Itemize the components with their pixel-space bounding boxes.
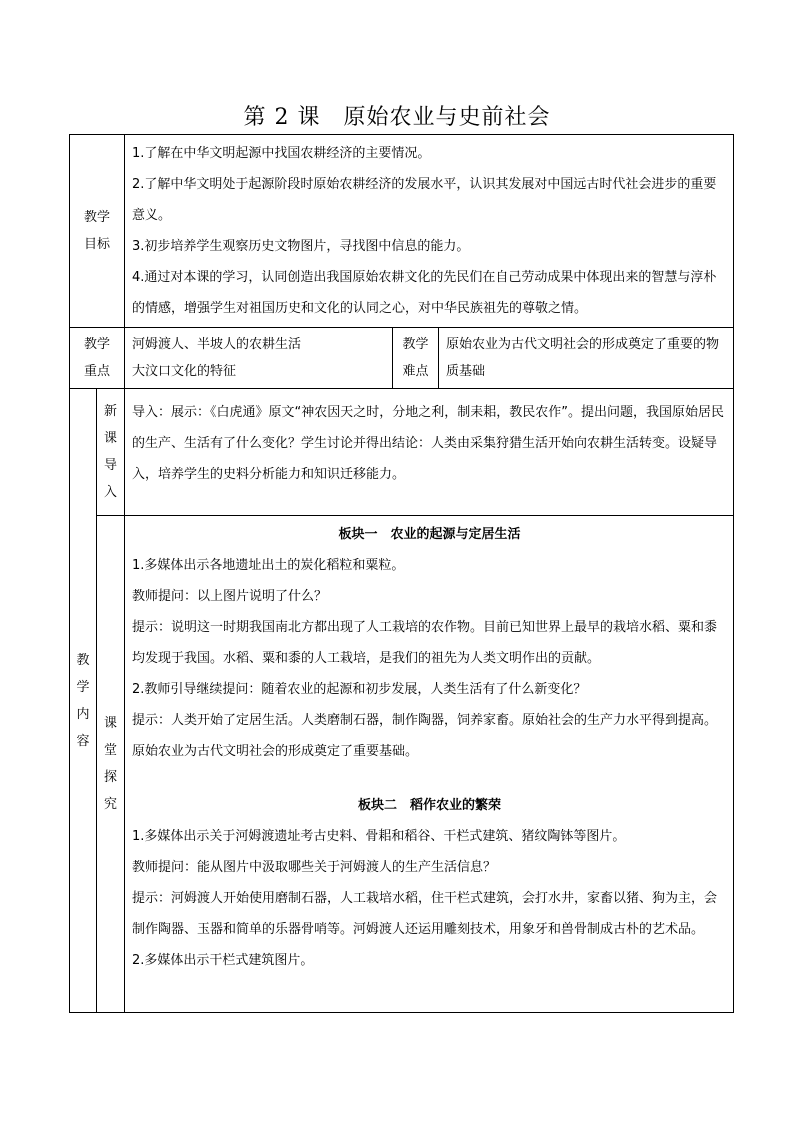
focus-label (70, 328, 125, 389)
block1-line: 提示：人类开始了定居生活。人类磨制石器，制作陶器，饲养家畜。原始社会的生产力水平得到提高。原始农业为古代文明社会的形成奠定了重要基础。 (132, 713, 718, 759)
block2-title: 板块二 稻作农业的繁荣 (358, 798, 502, 813)
block2-line: 1.多媒体出示关于河姆渡遗址考古史料、骨耜和稻谷、干栏式建筑、猪纹陶钵等图片。 (132, 829, 626, 844)
intro-label-char: 入 (104, 485, 118, 500)
content-label-char: 容 (76, 733, 90, 749)
focus-label-line1: 教学 (84, 337, 111, 352)
intro-label-char: 课 (104, 431, 118, 446)
goal-item: 1.了解在中华文明起源中找国农耕经济的主要情况。 (132, 146, 431, 161)
focus-line: 大汶口文化的特征 (132, 364, 237, 379)
difficulty-label-line1: 教学 (402, 337, 429, 352)
explore-label-char: 堂 (104, 743, 118, 758)
block2-line: 教师提问：能从图片中汲取哪些关于河姆渡人的生产生活信息？ (132, 860, 497, 875)
block1-line: 提示：说明这一时期我国南北方都出现了人工栽培的农作物。目前已知世界上最早的栽培水稻、粟和黍均发现于我国。水稻、粟和黍的人工栽培，是我们的祖先为人类文明作出的贡献。 (132, 620, 718, 666)
explore-label-char: 探 (104, 770, 118, 785)
explore-row (70, 516, 734, 1013)
content-label-char: 内 (76, 706, 90, 722)
goals-content (125, 135, 734, 328)
content-label-char: 学 (76, 679, 90, 695)
intro-label-char: 导 (104, 458, 118, 473)
focus-row (70, 328, 734, 389)
goal-item: 3.初步培养学生观察历史文物图片，寻找图中信息的能力。 (132, 239, 470, 254)
focus-content (125, 328, 393, 389)
goals-label-line2: 目标 (84, 237, 111, 252)
explore-content (125, 516, 734, 1013)
difficulty-label (393, 328, 439, 389)
explore-label-char: 课 (104, 716, 118, 731)
block2-line: 提示：河姆渡人开始使用磨制石器，人工栽培水稻，住干栏式建筑，会打水井，家畜以猪、狗为主，会制作陶器、玉器和简单的乐器骨哨等。河姆渡人还运用雕刻技术，用象牙和兽骨制成古朴的艺术品。 (132, 891, 718, 937)
explore-label-char: 究 (104, 797, 118, 812)
goal-item: 2.了解中华文明处于起源阶段时原始农耕经济的发展水平，认识其发展对中国远古时代社会进步的重要意义。 (132, 177, 717, 223)
focus-label-line2: 重点 (84, 364, 111, 379)
intro-label (97, 389, 125, 516)
block2-line: 2.多媒体出示干栏式建筑图片。 (132, 953, 314, 968)
lesson-plan-table (69, 134, 734, 1013)
content-label-char: 教 (76, 652, 90, 668)
goals-row (70, 135, 734, 328)
focus-line: 河姆渡人、半坡人的农耕生活 (132, 337, 302, 352)
content-label (70, 389, 97, 1013)
block1-title: 板块一 农业的起源与定居生活 (338, 527, 521, 542)
explore-label (97, 516, 125, 1013)
goals-label (70, 135, 125, 328)
intro-label-char: 新 (104, 404, 118, 419)
intro-content: 导入：展示：《白虎通》原文“神农因天之时，分地之利，制耒耜，教民农作”。提出问题，我国原始居民的生产、生活有了什么变化？学生讨论并得出结论：人类由采集狩猎生活开始向农耕生活转变。设疑导入，培养学生的史料分析能力和知识迁移能力。 (125, 389, 734, 516)
block1-line: 2.教师引导继续提问：随着农业的起源和初步发展，人类生活有了什么新变化？ (132, 682, 587, 697)
block1-line: 教师提问：以上图片说明了什么？ (132, 589, 328, 604)
intro-row (70, 389, 734, 516)
block1-line: 1.多媒体出示各地遗址出土的炭化稻粒和粟粒。 (132, 558, 405, 573)
difficulty-label-line2: 难点 (402, 364, 429, 379)
goal-item: 4.通过对本课的学习，认同创造出我国原始农耕文化的先民们在自己劳动成果中体现出来的智慧与淳朴的情感，增强学生对祖国历史和文化的认同之心，对中华民族祖先的尊敬之情。 (132, 270, 717, 316)
goals-label-line1: 教学 (84, 210, 111, 225)
difficulty-content: 原始农业为古代文明社会的形成奠定了重要的物质基础 (439, 328, 734, 389)
page-title: 第 2 课 原始农业与史前社会 (243, 105, 551, 130)
